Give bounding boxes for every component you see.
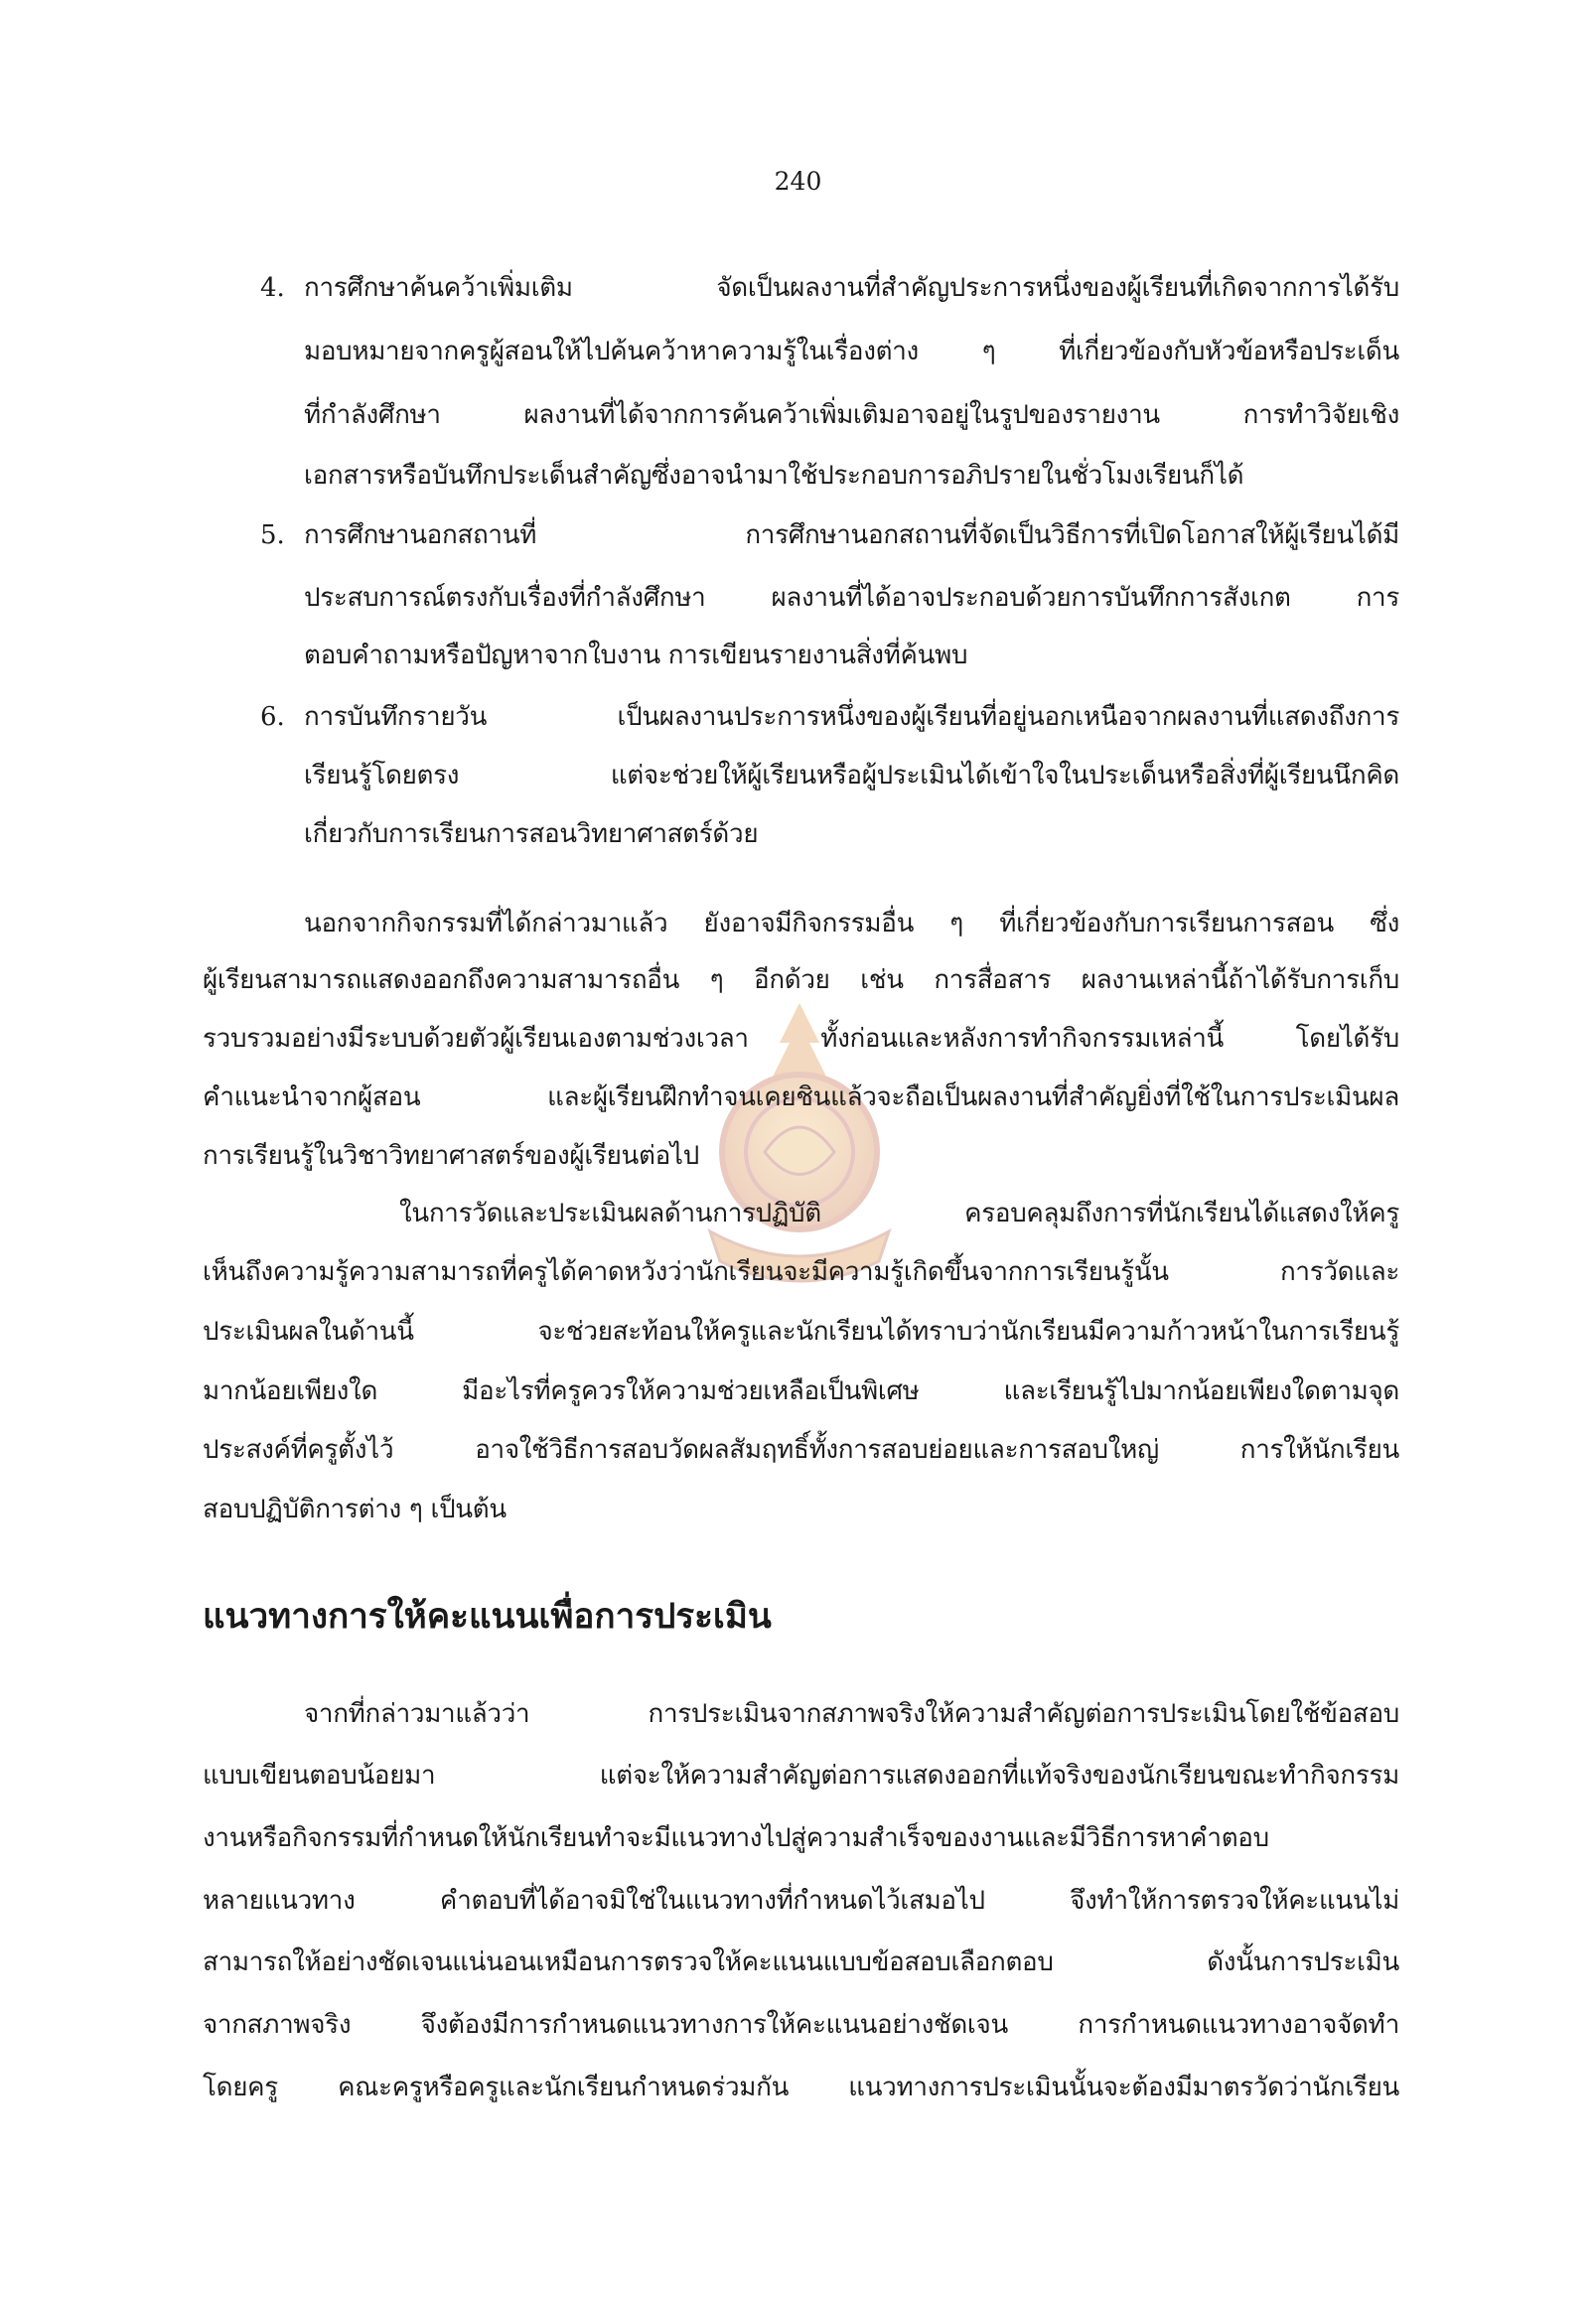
paragraph-line: รวบรวมอย่างมีระบบด้วยตัวผู้เรียนเองตามช่วงเวลา ทั้งก่อนและหลังการทำกิจกรรมเหล่านี้ โดยได้รับ xyxy=(203,1024,1399,1054)
paragraph-line: จากที่กล่าวมาแล้วว่า การประเมินจากสภาพจริงให้ความสำคัญต่อการประเมินโดยใช้ข้อสอบ xyxy=(304,1699,1399,1729)
paragraph-line: สามารถให้อย่างชัดเจนแน่นอนเหมือนการตรวจให้คะแนนแบบข้อสอบเลือกตอบ ดังนั้นการประเมิน xyxy=(203,1947,1399,1977)
page-number: 240 xyxy=(774,167,822,196)
paragraph-line: แบบเขียนตอบน้อยมา แต่จะให้ความสำคัญต่อการแสดงออกที่แท้จริงของนักเรียนขณะทำกิจกรรม xyxy=(203,1761,1399,1791)
paragraph-line: โดยครู คณะครูหรือครูและนักเรียนกำหนดร่วมกัน แนวทางการประเมินนั้นจะต้องมีมาตรวัดว่านักเรียน xyxy=(203,2073,1399,2102)
item-line: ตอบคำถามหรือปัญหาจากใบงาน การเขียนรายงานสิ่งที่ค้นพบ xyxy=(304,641,968,670)
item-line: การศึกษานอกสถานที่ การศึกษานอกสถานที่จัดเป็นวิธีการที่เปิดโอกาสให้ผู้เรียนได้มี xyxy=(304,520,1399,550)
paragraph-line: สอบปฏิบัติการต่าง ๆ เป็นต้น xyxy=(203,1495,507,1524)
item-line: เกี่ยวกับการเรียนการสอนวิทยาศาสตร์ด้วย xyxy=(304,819,759,849)
paragraph-line: เห็นถึงความรู้ความสามารถที่ครูได้คาดหวังว่านักเรียนจะมีความรู้เกิดขึ้นจากการเรียนรู้นั้น การวัดและ xyxy=(203,1257,1399,1287)
item-line: ประสบการณ์ตรงกับเรื่องที่กำลังศึกษา ผลงานที่ได้อาจประกอบด้วยการบันทึกการสังเกต การ xyxy=(304,583,1399,613)
item-line: มอบหมายจากครูผู้สอนให้ไปค้นคว้าหาความรู้ในเรื่องต่าง ๆ ที่เกี่ยวข้องกับหัวข้อหรือประเด็น xyxy=(304,337,1399,366)
paragraph-line: จากสภาพจริง จึงต้องมีการกำหนดแนวทางการให้คะแนนอย่างชัดเจน การกำหนดแนวทางอาจจัดทำ xyxy=(203,2010,1399,2040)
section-heading: แนวทางการให้คะแนนเพื่อการประเมิน xyxy=(203,1596,772,1637)
paragraph-line: ประเมินผลในด้านนี้ จะช่วยสะท้อนให้ครูและนักเรียนได้ทราบว่านักเรียนมีความก้าวหน้าในการเรียนรู้ xyxy=(203,1317,1399,1347)
paragraph-line: การเรียนรู้ในวิชาวิทยาศาสตร์ของผู้เรียนต่อไป xyxy=(203,1141,699,1171)
paragraph-line: มากน้อยเพียงใด มีอะไรที่ครูควรให้ความช่วยเหลือเป็นพิเศษ และเรียนรู้ไปมากน้อยเพียงใดตามจุด xyxy=(203,1376,1399,1406)
item-line: เรียนรู้โดยตรง แต่จะช่วยให้ผู้เรียนหรือผู้ประเมินได้เข้าใจในประเด็นหรือสิ่งที่ผู้เรียนนึกคิด xyxy=(304,761,1399,791)
paragraph-line: นอกจากกิจกรรมที่ได้กล่าวมาแล้ว ยังอาจมีกิจกรรมอื่น ๆ ที่เกี่ยวข้องกับการเรียนการสอน ซึ่ง xyxy=(304,909,1399,938)
paragraph-line: หลายแนวทาง คำตอบที่ได้อาจมิใช่ในแนวทางที่กำหนดไว้เสมอไป จึงทำให้การตรวจให้คะแนนไม่ xyxy=(203,1886,1399,1916)
paragraph-line: งานหรือกิจกรรมที่กำหนดให้นักเรียนทำจะมีแนวทางไปสู่ความสำเร็จของงานและมีวิธีการหาคำตอบ xyxy=(203,1823,1269,1853)
item-line: เอกสารหรือบันทึกประเด็นสำคัญซึ่งอาจนำมาใช้ประกอบการอภิปรายในชั่วโมงเรียนก็ได้ xyxy=(304,461,1244,491)
item-line: ที่กำลังศึกษา ผลงานที่ได้จากการค้นคว้าเพิ่มเติมอาจอยู่ในรูปของรายงาน การทำวิจัยเชิง xyxy=(304,400,1399,430)
paragraph-line: ในการวัดและประเมินผลด้านการปฏิบัติ ครอบคลุมถึงการที่นักเรียนได้แสดงให้ครู xyxy=(399,1199,1399,1228)
paragraph-line: ผู้เรียนสามารถแสดงออกถึงความสามารถอื่น ๆ อีกด้วย เช่น การสื่อสาร ผลงานเหล่านี้ถ้าได้รับการเก็บ xyxy=(203,965,1399,995)
item-number: 6. xyxy=(260,702,285,732)
item-line: การศึกษาค้นคว้าเพิ่มเติม จัดเป็นผลงานที่สำคัญประการหนึ่งของผู้เรียนที่เกิดจากการได้รับ xyxy=(304,273,1399,303)
paragraph-line: คำแนะนำจากผู้สอน และผู้เรียนฝึกทำจนเคยชินแล้วจะถือเป็นผลงานที่สำคัญยิ่งที่ใช้ในการประเมินผล xyxy=(203,1082,1399,1112)
paragraph-line: ประสงค์ที่ครูตั้งไว้ อาจใช้วิธีการสอบวัดผลสัมฤทธิ์ทั้งการสอบย่อยและการสอบใหญ่ การให้นักเรียน xyxy=(203,1435,1399,1465)
item-number: 4. xyxy=(260,273,285,303)
item-line: การบันทึกรายวัน เป็นผลงานประการหนึ่งของผู้เรียนที่อยู่นอกเหนือจากผลงานที่แสดงถึงการ xyxy=(304,702,1399,732)
item-number: 5. xyxy=(260,520,285,550)
